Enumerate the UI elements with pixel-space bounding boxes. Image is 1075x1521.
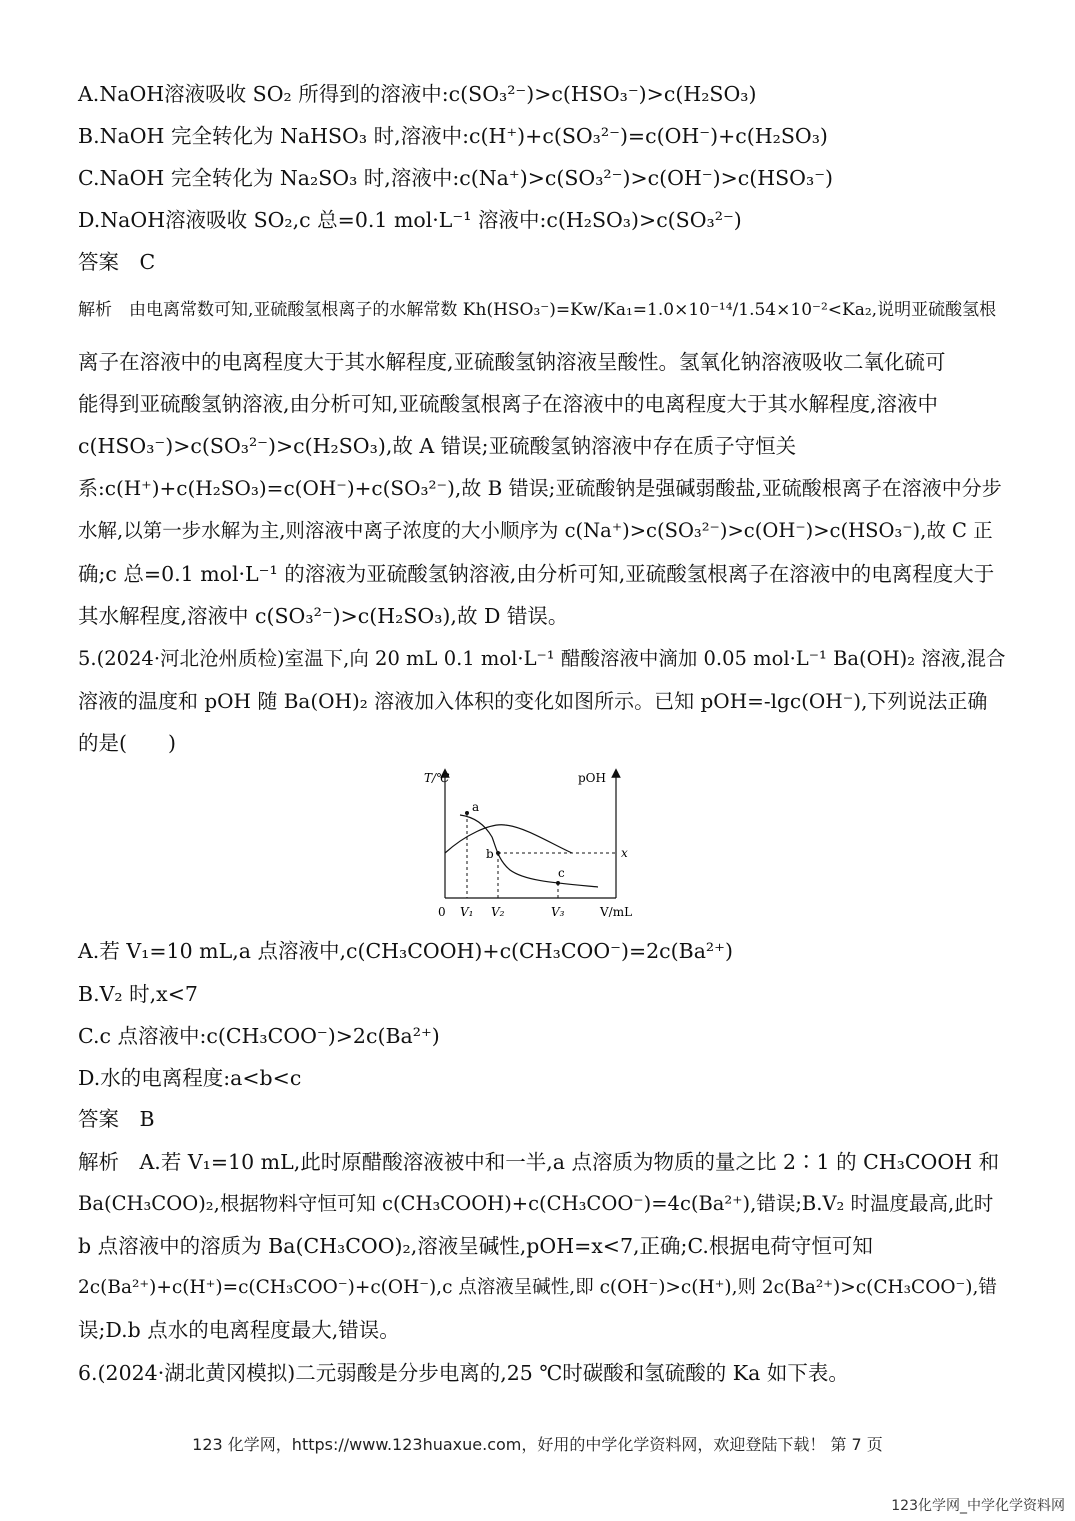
question-5-stem: 溶液的温度和 pOH 随 Ba(OH)₂ 溶液加入体积的变化如图所示。已知 pOH=-lgc(OH⁻),下列说法正确	[78, 689, 988, 713]
tick-v3: V₃	[551, 905, 565, 919]
analysis-4-line: 能得到亚硫酸氢钠溶液,由分析可知,亚硫酸氢根离子在溶液中的电离程度大于其水解程度,溶液中	[78, 392, 939, 416]
point-a-label: a	[472, 800, 480, 814]
answer-4: 答案 C	[78, 250, 156, 274]
option-b: B.V₂ 时,x<7	[78, 982, 198, 1006]
analysis-5-line: 误;D.b 点水的电离程度最大,错误。	[78, 1318, 400, 1342]
analysis-4-line: c(HSO₃⁻)>c(SO₃²⁻)>c(H₂SO₃),故 A 错误;亚硫酸氢钠溶液中存在质子守恒关	[78, 434, 797, 458]
origin-label: 0	[438, 905, 446, 919]
question-5-stem: 5.(2024·河北沧州质检)室温下,向 20 mL 0.1 mol·L⁻¹ 醋酸溶液中滴加 0.05 mol·L⁻¹ Ba(OH)₂ 溶液,混合	[78, 647, 1006, 670]
analysis-4-line: 解析 由电离常数可知,亚硫酸氢根离子的水解常数 Kh(HSO₃⁻)=Kw/Ka₁=1.0×10⁻¹⁴/1.54×10⁻²<Ka₂,说明亚硫酸氢根	[78, 300, 997, 320]
point-b-label: b	[486, 847, 494, 861]
answer-5: 答案 B	[78, 1107, 155, 1131]
analysis-4-line: 确;c 总=0.1 mol·L⁻¹ 的溶液为亚硫酸氢钠溶液,由分析可知,亚硫酸氢根离子在溶液中的电离程度大于	[78, 562, 995, 586]
point-c-label: c	[558, 866, 565, 880]
analysis-5-line: b 点溶液中的溶质为 Ba(CH₃COO)₂,溶液呈碱性,pOH=x<7,正确;C.根据电荷守恒可知	[78, 1234, 873, 1258]
watermark: 123化学网_中学化学资料网	[891, 1498, 1065, 1514]
analysis-5-line: 解析 A.若 V₁=10 mL,此时原醋酸溶液被中和一半,a 点溶质为物质的量之比 2∶1 的 CH₃COOH 和	[78, 1150, 1000, 1174]
question-5-stem: 的是( )	[78, 731, 176, 755]
option-a: A.若 V₁=10 mL,a 点溶液中,c(CH₃COOH)+c(CH₃COO⁻)=2c(Ba²⁺)	[78, 939, 733, 963]
tick-v1: V₁	[460, 905, 474, 919]
x-axis-label: V/mL	[600, 905, 633, 919]
temperature-curve	[445, 825, 572, 853]
titration-graph	[420, 765, 645, 925]
y-left-label: T/℃	[424, 771, 450, 785]
analysis-4-line: 水解,以第一步水解为主,则溶液中离子浓度的大小顺序为 c(Na⁺)>c(SO₃²⁻)>c(OH⁻)>c(HSO₃⁻),故 C 正	[78, 519, 993, 542]
page-footer: 123 化学网，https://www.123huaxue.com，好用的中学化学资料网，欢迎登陆下载！ 第 7 页	[192, 1435, 883, 1454]
option-a: A.NaOH溶液吸收 SO₂ 所得到的溶液中:c(SO₃²⁻)>c(HSO₃⁻)>c(H₂SO₃)	[78, 82, 757, 106]
question-6-stem: 6.(2024·湖北黄冈模拟)二元弱酸是分步电离的,25 ℃时碳酸和氢硫酸的 Ka 如下表。	[78, 1361, 849, 1385]
option-c: C.c 点溶液中:c(CH₃COO⁻)>2c(Ba²⁺)	[78, 1024, 440, 1048]
analysis-4-line: 离子在溶液中的电离程度大于其水解程度,亚硫酸氢钠溶液呈酸性。氢氧化钠溶液吸收二氧化硫可	[78, 350, 946, 374]
y-right-label: pOH	[578, 771, 606, 785]
option-b: B.NaOH 完全转化为 NaHSO₃ 时,溶液中:c(H⁺)+c(SO₃²⁻)=c(OH⁻)+c(H₂SO₃)	[78, 124, 828, 148]
analysis-4-line: 系:c(H⁺)+c(H₂SO₃)=c(OH⁻)+c(SO₃²⁻),故 B 错误;亚硫酸钠是强碱弱酸盐,亚硫酸根离子在溶液中分步	[78, 476, 1002, 500]
tick-v2: V₂	[491, 905, 505, 919]
analysis-4-line: 其水解程度,溶液中 c(SO₃²⁻)>c(H₂SO₃),故 D 错误。	[78, 604, 569, 628]
x-mark-label: x	[621, 846, 628, 860]
option-c: C.NaOH 完全转化为 Na₂SO₃ 时,溶液中:c(Na⁺)>c(SO₃²⁻)>c(OH⁻)>c(HSO₃⁻)	[78, 166, 834, 190]
option-d: D.NaOH溶液吸收 SO₂,c 总=0.1 mol·L⁻¹ 溶液中:c(H₂SO₃)>c(SO₃²⁻)	[78, 208, 742, 232]
analysis-5-line: Ba(CH₃COO)₂,根据物料守恒可知 c(CH₃COOH)+c(CH₃COO⁻)=4c(Ba²⁺),错误;B.V₂ 时温度最高,此时	[78, 1192, 994, 1215]
analysis-5-line: 2c(Ba²⁺)+c(H⁺)=c(CH₃COO⁻)+c(OH⁻),c 点溶液呈碱性,即 c(OH⁻)>c(H⁺),则 2c(Ba²⁺)>c(CH₃COO⁻),错	[78, 1277, 997, 1298]
option-d: D.水的电离程度:a<b<c	[78, 1066, 302, 1090]
poh-curve	[460, 815, 598, 887]
